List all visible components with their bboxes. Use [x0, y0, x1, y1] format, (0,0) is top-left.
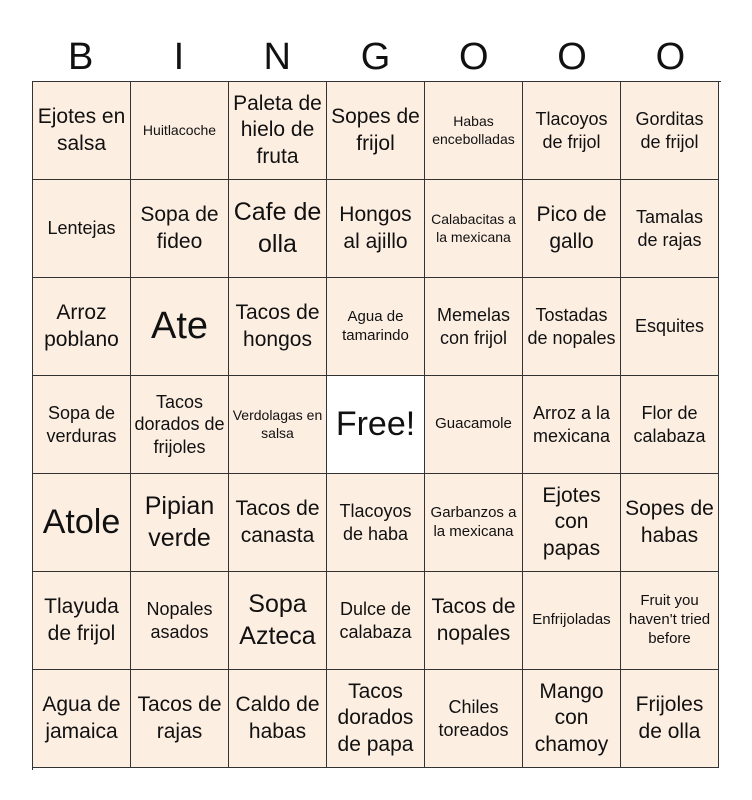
bingo-cell[interactable]: Sopes de frijol: [327, 82, 425, 180]
header-letter-b: B: [67, 35, 95, 78]
bingo-cell[interactable]: Atole: [33, 474, 131, 572]
header-letter-o-3: O: [655, 35, 687, 78]
bingo-cell[interactable]: Calabacitas a la mexicana: [425, 180, 523, 278]
bingo-cell[interactable]: Tacos de rajas: [131, 670, 229, 768]
bingo-cell[interactable]: Pico de gallo: [523, 180, 621, 278]
bingo-cell[interactable]: Tacos de canasta: [229, 474, 327, 572]
header-letter-o-1: O: [459, 35, 490, 78]
bingo-cell[interactable]: Arroz poblano: [33, 278, 131, 376]
bingo-cell[interactable]: Sopa de verduras: [33, 376, 131, 474]
bingo-cell[interactable]: Enfrijoladas: [523, 572, 621, 670]
bingo-cell[interactable]: Tacos dorados de frijoles: [131, 376, 229, 474]
bingo-cell[interactable]: Frijoles de olla: [621, 670, 719, 768]
bingo-cell[interactable]: Hongos al ajillo: [327, 180, 425, 278]
bingo-cell[interactable]: Ate: [131, 278, 229, 376]
bingo-cell[interactable]: Caldo de habas: [229, 670, 327, 768]
header-letter-i: I: [173, 35, 186, 78]
bingo-cell[interactable]: Agua de tamarindo: [327, 278, 425, 376]
bingo-cell[interactable]: Sopes de habas: [621, 474, 719, 572]
bingo-cell[interactable]: Agua de jamaica: [33, 670, 131, 768]
bingo-cell[interactable]: Tamalas de rajas: [621, 180, 719, 278]
bingo-cell[interactable]: Ejotes en salsa: [33, 82, 131, 180]
bingo-cell[interactable]: Esquites: [621, 278, 719, 376]
bingo-cell[interactable]: Fruit you haven't tried before: [621, 572, 719, 670]
bingo-cell[interactable]: Tacos dorados de papa: [327, 670, 425, 768]
header-letter-g: G: [360, 35, 392, 78]
bingo-cell[interactable]: Tacos de nopales: [425, 572, 523, 670]
bingo-cell[interactable]: Sopa Azteca: [229, 572, 327, 670]
bingo-cell[interactable]: Tlacoyos de haba: [327, 474, 425, 572]
bingo-cell[interactable]: Tacos de hongos: [229, 278, 327, 376]
bingo-cell[interactable]: Mango con chamoy: [523, 670, 621, 768]
bingo-header: [32, 34, 720, 80]
bingo-cell[interactable]: Gorditas de frijol: [621, 82, 719, 180]
bingo-cell[interactable]: Ejotes con papas: [523, 474, 621, 572]
bingo-cell[interactable]: Flor de calabaza: [621, 376, 719, 474]
bingo-cell[interactable]: Cafe de olla: [229, 180, 327, 278]
header-letter-n: N: [263, 35, 292, 78]
bingo-board: [32, 81, 721, 770]
bingo-cell[interactable]: Paleta de hielo de fruta: [229, 82, 327, 180]
bingo-cell[interactable]: Sopa de fideo: [131, 180, 229, 278]
bingo-cell[interactable]: Habas encebolladas: [425, 82, 523, 180]
header-letter-o-2: O: [557, 35, 588, 78]
bingo-cell[interactable]: Chiles toreados: [425, 670, 523, 768]
bingo-cell[interactable]: Huitlacoche: [131, 82, 229, 180]
bingo-cell[interactable]: Verdolagas en salsa: [229, 376, 327, 474]
bingo-cell[interactable]: Garbanzos a la mexicana: [425, 474, 523, 572]
bingo-cell[interactable]: Lentejas: [33, 180, 131, 278]
bingo-cell[interactable]: Tostadas de nopales: [523, 278, 621, 376]
bingo-cell[interactable]: Guacamole: [425, 376, 523, 474]
bingo-cell[interactable]: Memelas con frijol: [425, 278, 523, 376]
bingo-cell[interactable]: Dulce de calabaza: [327, 572, 425, 670]
bingo-cell[interactable]: Tlacoyos de frijol: [523, 82, 621, 180]
free-space-cell[interactable]: Free!: [327, 376, 425, 474]
bingo-cell[interactable]: Pipian verde: [131, 474, 229, 572]
bingo-cell[interactable]: Arroz a la mexicana: [523, 376, 621, 474]
bingo-cell[interactable]: Nopales asados: [131, 572, 229, 670]
bingo-cell[interactable]: Tlayuda de frijol: [33, 572, 131, 670]
